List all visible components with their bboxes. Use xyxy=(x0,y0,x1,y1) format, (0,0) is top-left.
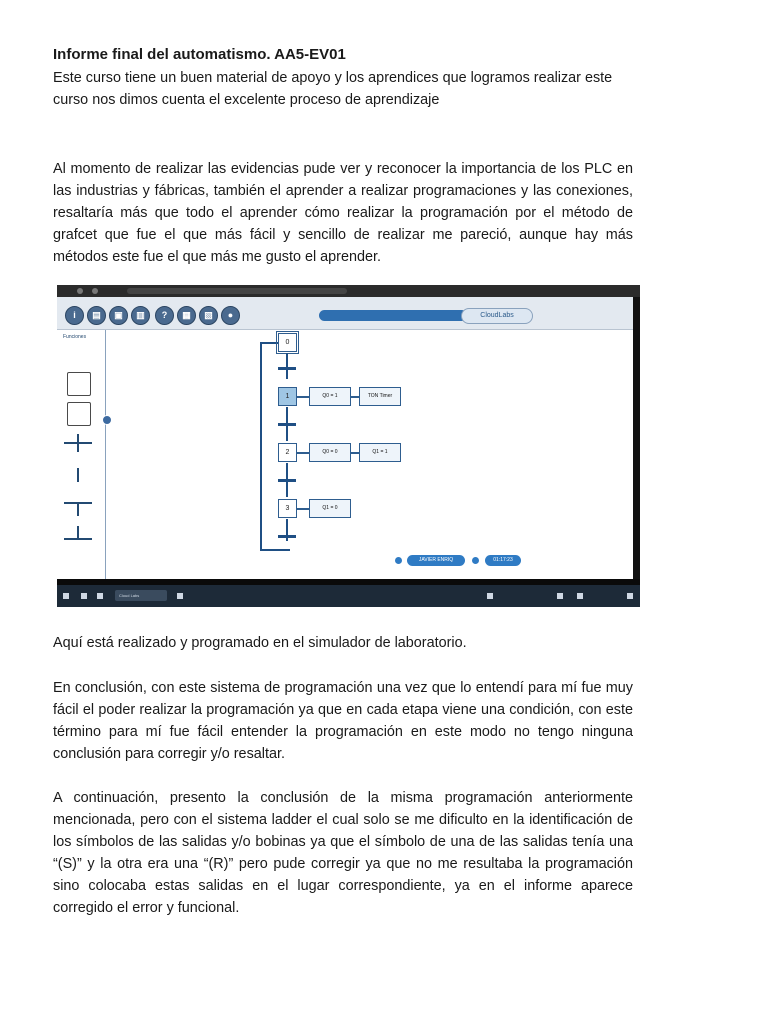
help-icon: ? xyxy=(155,306,174,325)
document-title: Informe final del automatismo. AA5-EV01 xyxy=(53,46,346,63)
taskview-icon xyxy=(97,593,103,599)
simulator-app xyxy=(57,297,633,579)
action-connector xyxy=(351,452,359,454)
action-block: Q1 = 1 xyxy=(359,443,401,462)
screenshot-caption: Aquí está realizado y programado en el simulador de laboratorio. xyxy=(53,635,467,651)
convergence-tool-icon xyxy=(64,538,92,540)
tray-icon xyxy=(557,593,563,599)
address-bar xyxy=(127,288,347,294)
grafcet-transition xyxy=(278,423,296,426)
info-icon: i xyxy=(65,306,84,325)
windows-taskbar xyxy=(57,585,640,607)
intro-paragraph: Este curso tiene un buen material de apoyo y los aprendices que logramos realizar este curso nos dimos cuenta el excelente proceso de aprendizaje xyxy=(53,70,613,108)
trash-icon: ▧ xyxy=(199,306,218,325)
arrow-tool-icon xyxy=(77,468,79,482)
evidence-paragraph: Al momento de realizar las evidencias pude ver y reconocer la importancia de los PLC en las industrias y fábricas, también el aprender a realizar programaciones y las conexiones, resaltaría más que todo el aprender cómo realizar la programación por el método de grafcet que fue el que más fácil y sencillo de realizar me pareció, aunque hay más métodos este fue el que más me gusto el aprender. xyxy=(53,161,633,265)
continuation-paragraph: A continuación, presento la conclusión de la misma programación anteriormente mencionada, pero con el sistema ladder el cual solo se me dificulto en la identificación de los símbolos de las salidas y/o bobinas ya que el símbolo de una de las salidas tenía una “(S)” y la otra era una “(R)” pero pude corregir ya que no me resultaba la programación sino colocaba estas salidas en el lugar correspondiente, ya en el informe aparece corregido el error y funcional. xyxy=(53,790,633,916)
grafcet-transition xyxy=(278,367,296,370)
loop-rail xyxy=(260,342,262,550)
taskbar-icon xyxy=(177,593,183,599)
print-icon: ▥ xyxy=(131,306,150,325)
folder-icon: ▤ xyxy=(87,306,106,325)
grafcet-step: 1 xyxy=(278,387,297,406)
initial-step-tool-icon xyxy=(67,402,91,426)
grafcet-step: 0 xyxy=(278,333,297,352)
collapse-handle xyxy=(102,415,112,425)
grafcet-link xyxy=(286,353,288,379)
browser-dot xyxy=(92,288,98,294)
timer-pill: 01:17:23 xyxy=(485,555,521,566)
browser-dot xyxy=(77,288,83,294)
save-icon: ▣ xyxy=(109,306,128,325)
grafcet-link xyxy=(286,519,288,541)
action-connector xyxy=(297,452,309,454)
grafcet-transition xyxy=(278,535,296,538)
action-block: Q1 = 0 xyxy=(309,499,351,518)
convergence-tool-icon xyxy=(77,526,79,538)
loop-rail-bottom xyxy=(260,549,290,551)
transition-tool-icon xyxy=(77,434,79,452)
action-block: Q0 = 1 xyxy=(309,387,351,406)
action-connector xyxy=(297,396,309,398)
action-connector xyxy=(297,508,309,510)
clock-icon xyxy=(472,557,479,564)
browser-bar xyxy=(57,285,640,297)
grafcet-step: 2 xyxy=(278,443,297,462)
side-pane xyxy=(633,297,640,579)
user-status-pill: JAVIER ENRIQ xyxy=(407,555,465,566)
play-icon: ● xyxy=(221,306,240,325)
grafcet-step: 3 xyxy=(278,499,297,518)
search-icon xyxy=(81,593,87,599)
sidebar-label: Funciones xyxy=(63,334,87,340)
notification-icon xyxy=(627,593,633,599)
action-connector xyxy=(351,396,359,398)
step-tool-icon xyxy=(67,372,91,396)
user-icon xyxy=(395,557,402,564)
grafcet-transition xyxy=(278,479,296,482)
tray-icon xyxy=(577,593,583,599)
taskbar-app: Cloud Labs xyxy=(115,590,167,601)
weather-icon xyxy=(487,593,493,599)
simulator-screenshot xyxy=(57,285,640,607)
functions-sidebar xyxy=(57,330,106,579)
document-icon: ▦ xyxy=(177,306,196,325)
cloudlabs-logo: CloudLabs xyxy=(461,308,533,324)
action-block: Q0 = 0 xyxy=(309,443,351,462)
windows-start-icon xyxy=(63,593,69,599)
simulator-toolbar xyxy=(57,297,633,330)
action-block: TON Timer xyxy=(359,387,401,406)
divergence-tool-icon xyxy=(77,502,79,516)
progress-bar xyxy=(319,310,467,321)
conclusion-paragraph: En conclusión, con este sistema de programación una vez que lo entendí para mí fue muy fácil el poder realizar la programación ya que en cada etapa viene una condición, con este término para mí fue fácil entender la programación en este modo no tengo ninguna conclusión para corregir y/o resaltar. xyxy=(53,680,633,762)
